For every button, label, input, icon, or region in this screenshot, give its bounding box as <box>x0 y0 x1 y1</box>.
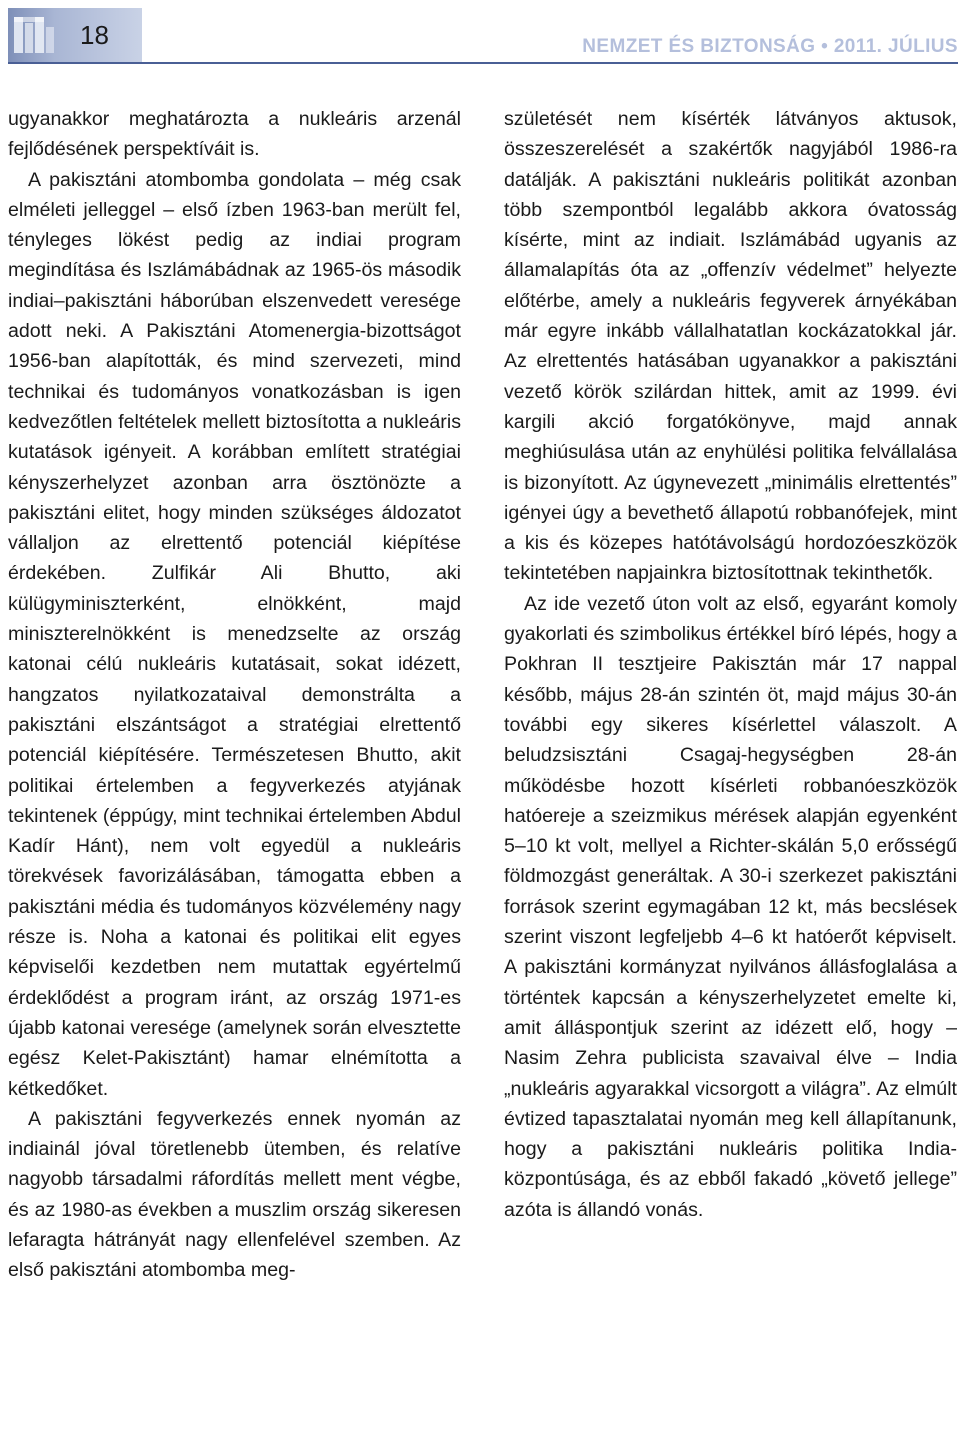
paragraph: A pakisztáni fegyverkezés ennek nyomán az indiainál jóval töretlenebb ütemben, és relatíve nagyobb társadalmi ráfordítás mellett ment végbe, és az 1980-as években a muszlim ország sikeresen lefaragta hátrányát nagy ellenfelével szemben. Az első pakisztáni atombomba meg- <box>8 1107 461 1282</box>
page-number-tab <box>8 8 142 64</box>
page-number: 18 <box>80 20 109 50</box>
journal-logo-icon <box>12 11 62 59</box>
page-header <box>8 8 958 64</box>
paragraph: születését nem kísérték látványos aktusok, összeszerelését a szakértők nagyjából 1986-ra datálják. A pakisztáni nukleáris politikát azonban több szempontból legalább akkora óvatosság kísérte, mint az indiait. Iszlámábád ugyanis az államalapítás óta az „offenzív védelmet” helyezte előtérbe, amely a nukleáris fegyverek árnyékában már egyre inkább vállalhatatlan kockázatokkal jár. Az elrettentés hatásában ugyanakkor a pakisztáni vezető körök szilárdan hittek, amit az 1999. évi kargili akció forgatókönyve, majd annak meghiúsulása után az enyhülési politika felvállalása is bizonyított. Az úgynevezett „minimális elrettentés” igényei úgy a bevethető állapotú robbanófejek, mint a kis és közepes hatótávolságú hordozóeszközök tekintetében napjainkra biztosítottnak tekinthetők. <box>504 108 957 585</box>
right-column <box>504 104 957 1225</box>
running-head: NEMZET ÉS BIZTONSÁG • 2011. JÚLIUS <box>582 36 958 57</box>
paragraph: ugyanakkor meghatározta a nukleáris arzenál fejlődésének perspektíváit is. <box>8 108 461 161</box>
left-column <box>8 104 461 1286</box>
paragraph: A pakisztáni atombomba gondolata – még csak elméleti jelleggel – első ízben 1963-ban merült fel, tényleges lökést pedig az indiai program megindítása és Iszlámábádnak az 1965-ös második indiai–pakisztáni háborúban elszenvedett veresége adott neki. A Pakisztáni Atomenergia-bizottságot 1956-ban alapították, és mind szervezeti, mind technikai és tudományos vonatkozásban is igen kedvezőtlen feltételek mellett biztosította a nukleáris kutatások igényeit. A korábban említett stratégiai kényszerhelyzet azonban arra ösztönözte a pakisztáni elitet, hogy minden szükséges áldozatot vállaljon az elrettentő potenciál kiépítése érdekében. Zulfikár Ali Bhutto, aki külügyminiszterként, elnökként, majd miniszterelnökként is menedzselte az ország katonai célú nukleáris kutatásait, sokat idézett, hangzatos nyilatkozataival demonstrálta a pakisztáni elszántságot a stratégiai elrettentő potenciál kiépítésére. Természetesen Bhutto, akit politikai értelemben a fegyverkezés atyjának tekintenek (éppúgy, mint technikai értelemben Abdul Kadír Hánt), nem volt egyedül a nukleáris törekvések favorizálásában, támogatta ebben a pakisztáni média és tudományos közvélemény nagy része is. Noha a katonai és politikai elit egyes képviselői kezdetben nem mutattak egyértelmű érdeklődést a program iránt, az ország 1971-es újabb katonai veresége (amelynek során elvesztette egész Kelet-Pakisztánt) hamar elnémította a kétkedőket. <box>8 168 461 1100</box>
paragraph: Az ide vezető úton volt az első, egyaránt komoly gyakorlati és szimbolikus értékkel bíró lépés, hogy a Pokhran II tesztjeire Pakisztán már 17 nappal később, május 28-án szintén öt, majd május 30-án további egy sikeres kísérlettel válaszolt. A beludzsisztáni Csagaj-hegységben 28-án működésbe hozott kísérleti robbanóeszközök hatóereje a szeizmikus mérések alapján egyenként 5–10 kt volt, mellyel a Richter-skálán 5,0 erősségű földmozgást generáltak. A 30-i szerkezet pakisztáni források szerint egymagában 12 kt, más becslések szerint viszont legfeljebb 4–6 kt hatóerőt képviselt. A pakisztáni kormányzat nyilvános állásfoglalása a történtek kapcsán a kényszerhelyzetet emelte ki, amit álláspontjuk szerint az idézett elő, hogy – Nasim Zehra publicista szavaival élve – India „nukleáris agyarakkal vicsorgott a világra”. Az elmúlt évtized tapasztalatai nyomán meg kell állapítanunk, hogy a pakisztáni nukleáris politika India-központúsága, és az ebből fakadó „követő jellege” azóta is állandó vonás. <box>504 592 957 1221</box>
header-rule <box>142 62 958 64</box>
